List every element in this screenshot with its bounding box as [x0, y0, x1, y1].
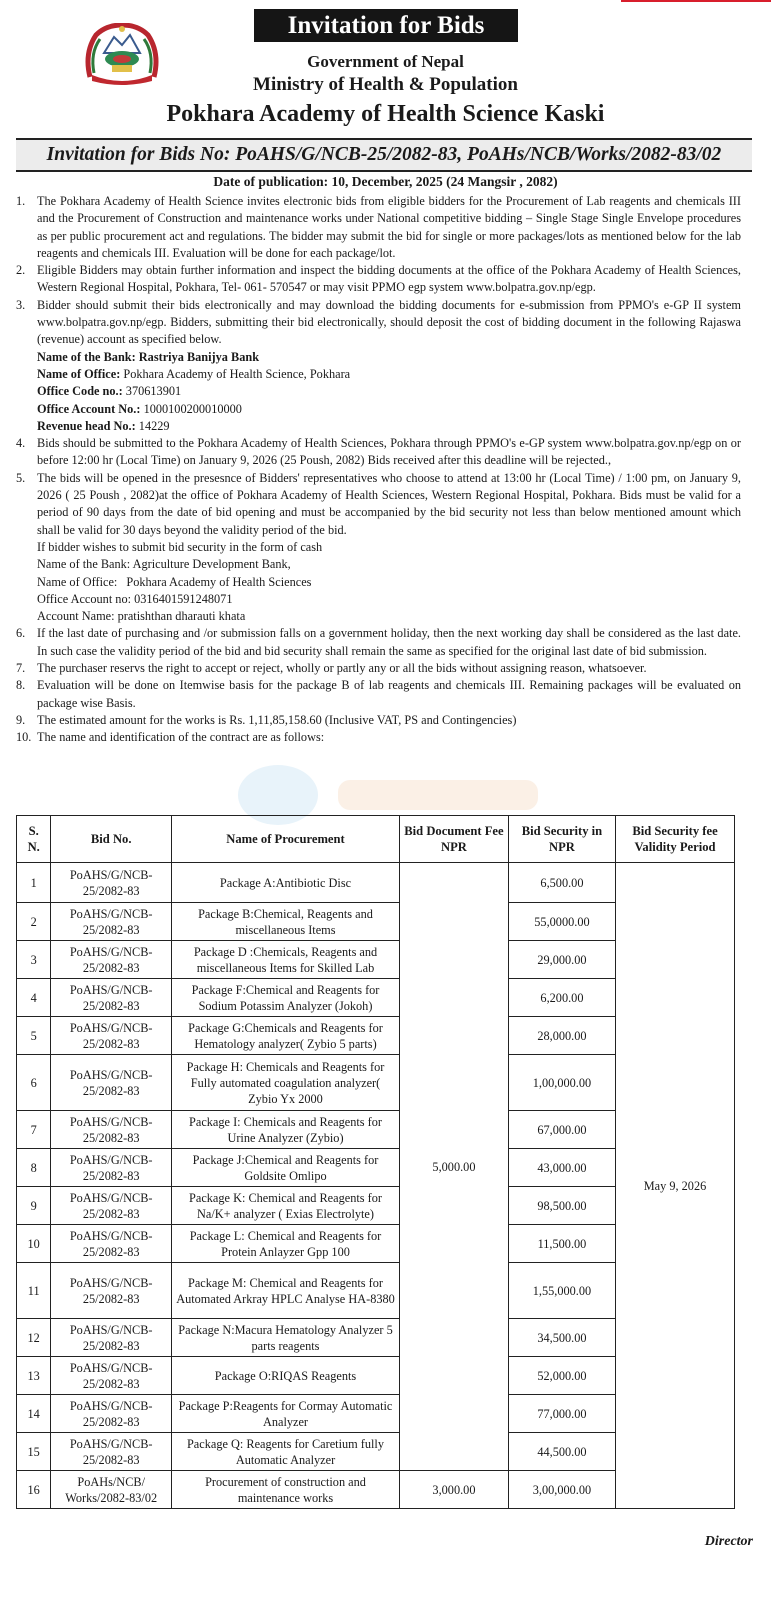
header-bid-no: Bid No. [51, 816, 172, 863]
row-procurement: Package A:Antibiotic Disc [172, 863, 400, 903]
row-sn: 12 [17, 1319, 51, 1357]
top-accent-line [621, 0, 771, 2]
row-bid-no: PoAHS/G/NCB-25/2082-83 [51, 1263, 172, 1319]
clause-7 [16, 660, 741, 677]
row-procurement: Package P:Reagents for Cormay Automatic Analyzer [172, 1395, 400, 1433]
row-security: 1,55,000.00 [508, 1263, 615, 1319]
row-procurement: Package L: Chemical and Reagents for Protein Anlayzer Gpp 100 [172, 1225, 400, 1263]
cash-bank-line: Name of the Bank: Agriculture Development Bank, [37, 557, 291, 572]
clause-text: The Pokhara Academy of Health Science invites electronic bids from eligible bidders for the Procurement of Lab reagents and chemicals III and the Procurement of Construction and maintenance works under National competitive bidding – Single Stage Single Envelope procedures as per public procurement act and regulations. The bidder may submit the bid for single or more packages/lots as mentioned below for the lab reagents and chemicals III. Evaluation will be done for each package/lot. [37, 194, 741, 260]
row-security: 6,200.00 [508, 979, 615, 1017]
row-sn: 7 [17, 1111, 51, 1149]
row-sn: 6 [17, 1055, 51, 1111]
clause-3 [16, 297, 741, 435]
row-bid-no: PoAHs/NCB/ Works/2082-83/02 [51, 1471, 172, 1509]
row-security: 1,00,000.00 [508, 1055, 615, 1111]
clause-2 [16, 262, 741, 297]
cash-account-line: Office Account no: 0316401591248071 [37, 591, 233, 606]
revenue-head-value: 14229 [138, 418, 170, 433]
row-sn: 8 [17, 1149, 51, 1187]
clause-4 [16, 435, 741, 470]
table-row [17, 863, 735, 903]
row-sn: 16 [17, 1471, 51, 1509]
row-procurement: Package B:Chemical, Reagents and miscellaneous Items [172, 903, 400, 941]
clause-number: 8. [16, 678, 26, 693]
row-sn: 3 [17, 941, 51, 979]
row-bid-no: PoAHS/G/NCB-25/2082-83 [51, 1017, 172, 1055]
header-sn: S. N. [17, 816, 51, 863]
contract-table [16, 815, 735, 1509]
row-bid-no: PoAHS/G/NCB-25/2082-83 [51, 1433, 172, 1471]
row-procurement: Package J:Chemical and Reagents for Goldsite Omlipo [172, 1149, 400, 1187]
row-security: 67,000.00 [508, 1111, 615, 1149]
office-account-value: 1000100200010000 [143, 401, 242, 416]
office-account-label: Office Account No.: [37, 401, 141, 416]
row-security: 98,500.00 [508, 1187, 615, 1225]
publication-date: Date of publication: 10, December, 2025 (24 Mangsir , 2082) [213, 174, 558, 189]
row-sn: 14 [17, 1395, 51, 1433]
row-procurement: Package G:Chemicals and Reagents for Hematology analyzer( Zybio 5 parts) [172, 1017, 400, 1055]
row-bid-no: PoAHS/G/NCB-25/2082-83 [51, 1055, 172, 1111]
row-bid-no: PoAHS/G/NCB-25/2082-83 [51, 863, 172, 903]
row-security: 29,000.00 [508, 941, 615, 979]
office-name-value: Pokhara Academy of Health Science, Pokhara [123, 366, 351, 381]
row-security: 44,500.00 [508, 1433, 615, 1471]
header-procurement: Name of Procurement [172, 816, 400, 863]
row-sn: 4 [17, 979, 51, 1017]
row-procurement: Procurement of construction and maintenance works [172, 1471, 400, 1509]
office-code-value: 370613901 [125, 384, 182, 399]
row-sn: 13 [17, 1357, 51, 1395]
row-sn: 5 [17, 1017, 51, 1055]
row-security: 34,500.00 [508, 1319, 615, 1357]
row-procurement: Package H: Chemicals and Reagents for Fully automated coagulation analyzer( Zybio Yx 2000 [172, 1055, 400, 1111]
clause-number: 6. [16, 626, 26, 641]
cash-account-name-line: Account Name: pratishthan dharauti khata [37, 609, 246, 624]
table-body [17, 863, 735, 1509]
cash-office-line [37, 574, 741, 591]
row-security: 28,000.00 [508, 1017, 615, 1055]
clause-text: If the last date of purchasing and /or submission falls on a government holiday, then the next working day shall be considered as the last date. In such case the validity period of the bid and bid security shall remain the same as specified for the original last date of bid submission. [37, 626, 741, 658]
clauses [16, 193, 741, 747]
row-bid-no: PoAHS/G/NCB-25/2082-83 [51, 1319, 172, 1357]
clause-text: The name and identification of the contract are as follows: [37, 730, 325, 745]
bank-name-line: Name of the Bank: Rastriya Banijya Bank [37, 349, 260, 364]
clause-number: 5. [16, 470, 26, 485]
row-validity: May 9, 2026 [616, 863, 735, 1509]
row-bid-no: PoAHS/G/NCB-25/2082-83 [51, 1357, 172, 1395]
revenue-head-line [37, 418, 741, 435]
row-procurement: Package Q: Reagents for Caretium fully Automatic Analyzer [172, 1433, 400, 1471]
office-name-line [37, 366, 741, 383]
government-line: Government of Nepal [307, 52, 464, 71]
clause-text: The purchaser reservs the right to accept or reject, wholly or partly any or all the bids without assigning reason, whatsoever. [37, 661, 647, 676]
clause-number: 9. [16, 712, 26, 727]
cash-office-value: Pokhara Academy of Health Sciences [126, 574, 312, 589]
row-bid-no: PoAHS/G/NCB-25/2082-83 [51, 941, 172, 979]
row-procurement: Package M: Chemical and Reagents for Automated Arkray HPLC Analyse HA-8380 [172, 1263, 400, 1319]
clause-number: 3. [16, 297, 26, 312]
row-sn: 15 [17, 1433, 51, 1471]
row-security: 77,000.00 [508, 1395, 615, 1433]
office-name-label: Name of Office: [37, 366, 121, 381]
clause-number: 2. [16, 263, 26, 278]
row-sn: 11 [17, 1263, 51, 1319]
row-procurement: Package N:Macura Hematology Analyzer 5 parts reagents [172, 1319, 400, 1357]
office-account-line [37, 401, 741, 418]
clause-1 [16, 193, 741, 262]
row-doc-fee: 5,000.00 [400, 863, 509, 1471]
institution-name: Pokhara Academy of Health Science Kaski [166, 101, 605, 127]
cash-office-label: Name of Office: [37, 574, 118, 589]
clause-number: 10. [16, 730, 32, 745]
row-procurement: Package O:RIQAS Reagents [172, 1357, 400, 1395]
header-doc-fee: Bid Document Fee NPR [400, 816, 509, 863]
row-bid-no: PoAHS/G/NCB-25/2082-83 [51, 903, 172, 941]
clause-text: The bids will be opened in the presesnce of Bidders' representatives who choose to attend at 13:00 hr (Local Time) / 1:00 pm, on January 9, 2026 ( 25 Poush , 2082)at the office of Pokhara Academy of Health Sciences, Western Regional Hospital, Pokhara. Bids must be valid for a period of 90 days from the date of bid opening and must be accompanied by the bid security not less than below mentioned amount which shall be valid for 30 days beyond the validity period of the bid. [37, 470, 741, 537]
row-security: 11,500.00 [508, 1225, 615, 1263]
row-bid-no: PoAHS/G/NCB-25/2082-83 [51, 1149, 172, 1187]
clause-number: 4. [16, 436, 26, 451]
row-bid-no: PoAHS/G/NCB-25/2082-83 [51, 1225, 172, 1263]
cash-security-line: If bidder wishes to submit bid security in the form of cash [37, 539, 323, 554]
row-security: 3,00,000.00 [508, 1471, 615, 1509]
row-procurement: Package F:Chemical and Reagents for Sodium Potassim Analyzer (Jokoh) [172, 979, 400, 1017]
row-sn: 10 [17, 1225, 51, 1263]
clause-number: 1. [16, 194, 26, 208]
clause-6 [16, 625, 741, 660]
ministry-line: Ministry of Health & Population [253, 74, 518, 95]
row-procurement: Package D :Chemicals, Reagents and miscellaneous Items for Skilled Lab [172, 941, 400, 979]
office-code-line [37, 383, 741, 400]
row-security: 55,0000.00 [508, 903, 615, 941]
clause-text: The estimated amount for the works is Rs. 1,11,85,158.60 (Inclusive VAT, PS and Contingencies) [37, 712, 517, 727]
clause-number: 7. [16, 661, 26, 676]
clause-text: Bidder should submit their bids electronically and may download the bidding documents for e-submission from PPMO's e-GP II system www.bolpatra.gov.np/egp. Bidders, submitting their bid electronically, should deposit the cost of bidding document in the following Rajaswa (revenue) account as specified below. [37, 297, 741, 347]
clause-text: Evaluation will be done on Itemwise basis for the package B of lab reagents and chemicals III. Remaining packages will be evaluated on package wise Basis. [37, 678, 741, 710]
row-security: 43,000.00 [508, 1149, 615, 1187]
clause-text: Eligible Bidders may obtain further information and inspect the bidding documents at the office of the Pokhara Academy of Health Sciences, Western Regional Hospital, Pokhara, Tel- 061- 570547 or may visit PPMO egp system www.bolpatra.gov.np/egp. [37, 263, 741, 295]
row-security: 6,500.00 [508, 863, 615, 903]
clause-9 [16, 712, 741, 729]
clause-10 [16, 729, 741, 746]
header-validity: Bid Security fee Validity Period [616, 816, 735, 863]
row-procurement: Package K: Chemical and Reagents for Na/K+ analyzer ( Exias Electrolyte) [172, 1187, 400, 1225]
notice-title: Invitation for Bids [254, 9, 518, 42]
row-sn: 9 [17, 1187, 51, 1225]
clause-text: Bids should be submitted to the Pokhara Academy of Health Sciences, Pokhara through PPMO's e-GP system www.bolpatra.gov.np/egp on or before 12:00 hr (Local Time) on January 9, 2026 (25 Poush, 2082) Bids received after this deadline will be rejected., [37, 436, 741, 468]
revenue-head-label: Revenue head No.: [37, 418, 136, 433]
row-security: 52,000.00 [508, 1357, 615, 1395]
header-security: Bid Security in NPR [508, 816, 615, 863]
clause-5 [16, 470, 741, 626]
ifb-number-bar: Invitation for Bids No: PoAHS/G/NCB-25/2082-83, PoAHs/NCB/Works/2082-83/02 [16, 138, 752, 172]
row-bid-no: PoAHS/G/NCB-25/2082-83 [51, 1187, 172, 1225]
row-procurement: Package I: Chemicals and Reagents for Urine Analyzer (Zybio) [172, 1111, 400, 1149]
row-sn: 1 [17, 863, 51, 903]
row-bid-no: PoAHS/G/NCB-25/2082-83 [51, 1395, 172, 1433]
signatory: Director [704, 1534, 753, 1549]
row-sn: 2 [17, 903, 51, 941]
clause-8 [16, 677, 741, 712]
table-header-row [17, 816, 735, 863]
row-doc-fee: 3,000.00 [400, 1471, 509, 1509]
office-code-label: Office Code no.: [37, 384, 123, 399]
row-bid-no: PoAHS/G/NCB-25/2082-83 [51, 1111, 172, 1149]
row-bid-no: PoAHS/G/NCB-25/2082-83 [51, 979, 172, 1017]
